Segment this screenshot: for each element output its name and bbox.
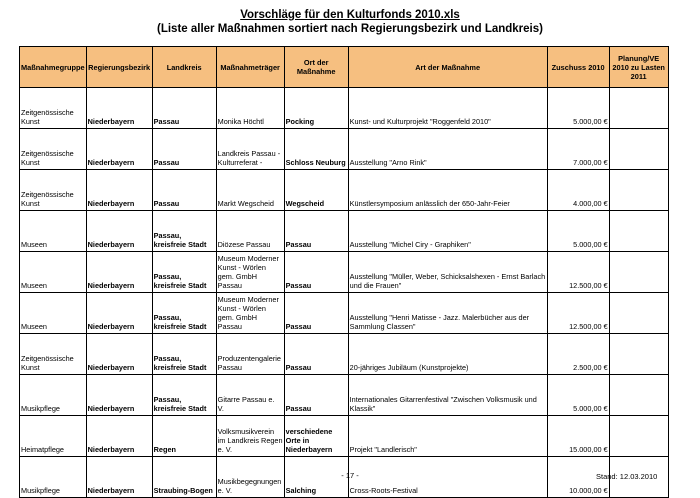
cell-planung bbox=[609, 170, 668, 211]
cell-traeger: Markt Wegscheid bbox=[216, 170, 284, 211]
cell-ort: Passau bbox=[284, 334, 348, 375]
cell-landkreis: Passau, kreisfreie Stadt bbox=[152, 375, 216, 416]
cell-bezirk: Niederbayern bbox=[86, 129, 152, 170]
col-header-landkreis: Landkreis bbox=[152, 47, 216, 88]
cell-art: Cross-Roots-Festival bbox=[348, 457, 547, 498]
cell-bezirk: Niederbayern bbox=[86, 375, 152, 416]
cell-art: Kunst- und Kulturprojekt "Roggenfeld 2010" bbox=[348, 88, 547, 129]
col-header-massnahmegruppe: Maßnahmegruppe bbox=[20, 47, 87, 88]
cell-art: Ausstellung "Arno Rink" bbox=[348, 129, 547, 170]
document-subtitle: (Liste aller Maßnahmen sortiert nach Regierungsbezirk und Landkreis) bbox=[157, 23, 543, 35]
cell-bezirk: Niederbayern bbox=[86, 334, 152, 375]
cell-gruppe: Zeitgenössische Kunst bbox=[20, 334, 87, 375]
cell-art: Internationales Gitarrenfestival "Zwischen Volksmusik und Klassik" bbox=[348, 375, 547, 416]
cell-traeger: Landkreis Passau - Kulturreferat - bbox=[216, 129, 284, 170]
cell-landkreis: Passau bbox=[152, 88, 216, 129]
cell-traeger: Musikbegegnungen e. V. bbox=[216, 457, 284, 498]
cell-ort: Passau bbox=[284, 375, 348, 416]
cell-landkreis: Passau, kreisfreie Stadt bbox=[152, 293, 216, 334]
cell-traeger: Monika Höchtl bbox=[216, 88, 284, 129]
cell-zuschuss: 15.000,00 € bbox=[547, 416, 609, 457]
cell-bezirk: Niederbayern bbox=[86, 88, 152, 129]
cell-ort: Wegscheid bbox=[284, 170, 348, 211]
cell-gruppe: Zeitgenössische Kunst bbox=[20, 170, 87, 211]
stand-date: Stand: 12.03.2010 bbox=[596, 472, 658, 481]
cell-ort: Passau bbox=[284, 293, 348, 334]
document-title: Vorschläge für den Kulturfonds 2010.xls bbox=[240, 9, 460, 21]
table-header-row bbox=[20, 47, 669, 88]
cell-bezirk: Niederbayern bbox=[86, 293, 152, 334]
table-row bbox=[20, 416, 669, 457]
cell-zuschuss: 10.000,00 € bbox=[547, 457, 609, 498]
cell-gruppe: Zeitgenössische Kunst bbox=[20, 129, 87, 170]
cell-planung bbox=[609, 211, 668, 252]
cell-ort: Salching bbox=[284, 457, 348, 498]
table-row bbox=[20, 293, 669, 334]
cell-landkreis: Passau, kreisfreie Stadt bbox=[152, 211, 216, 252]
cell-art: Ausstellung "Michel Ciry - Graphiken" bbox=[348, 211, 547, 252]
cell-ort: Passau bbox=[284, 211, 348, 252]
cell-gruppe: Museen bbox=[20, 252, 87, 293]
cell-landkreis: Passau bbox=[152, 170, 216, 211]
cell-gruppe: Museen bbox=[20, 293, 87, 334]
cell-bezirk: Niederbayern bbox=[86, 170, 152, 211]
cell-art: Künstlersymposium anlässlich der 650-Jahr-Feier bbox=[348, 170, 547, 211]
cell-gruppe: Zeitgenössische Kunst bbox=[20, 88, 87, 129]
cell-ort: verschiedene Orte in Niederbayern bbox=[284, 416, 348, 457]
cell-ort: Schloss Neuburg bbox=[284, 129, 348, 170]
cell-traeger: Produzentengalerie Passau bbox=[216, 334, 284, 375]
cell-landkreis: Passau bbox=[152, 129, 216, 170]
cell-landkreis: Regen bbox=[152, 416, 216, 457]
page-number: - 17 - bbox=[341, 471, 359, 480]
table-row bbox=[20, 129, 669, 170]
cell-zuschuss: 2.500,00 € bbox=[547, 334, 609, 375]
cell-bezirk: Niederbayern bbox=[86, 457, 152, 498]
cell-zuschuss: 5.000,00 € bbox=[547, 375, 609, 416]
cell-planung bbox=[609, 375, 668, 416]
col-header-planung: Planung/VE 2010 zu Lasten 2011 bbox=[609, 47, 668, 88]
table-row bbox=[20, 334, 669, 375]
cell-bezirk: Niederbayern bbox=[86, 252, 152, 293]
cell-bezirk: Niederbayern bbox=[86, 211, 152, 252]
cell-landkreis: Passau, kreisfreie Stadt bbox=[152, 252, 216, 293]
cell-gruppe: Museen bbox=[20, 211, 87, 252]
col-header-zuschuss: Zuschuss 2010 bbox=[547, 47, 609, 88]
cell-planung bbox=[609, 88, 668, 129]
table-row bbox=[20, 211, 669, 252]
cell-planung bbox=[609, 416, 668, 457]
cell-art: Ausstellung "Henri Matisse - Jazz. Malerbücher aus der Sammlung Classen" bbox=[348, 293, 547, 334]
cell-traeger: Volksmusikverein im Landkreis Regen e. V. bbox=[216, 416, 284, 457]
cell-gruppe: Musikpflege bbox=[20, 457, 87, 498]
table-row bbox=[20, 252, 669, 293]
cell-traeger: Diözese Passau bbox=[216, 211, 284, 252]
cell-gruppe: Heimatpflege bbox=[20, 416, 87, 457]
cell-zuschuss: 7.000,00 € bbox=[547, 129, 609, 170]
document-title-block bbox=[0, 8, 700, 36]
cell-gruppe: Musikpflege bbox=[20, 375, 87, 416]
cell-zuschuss: 12.500,00 € bbox=[547, 252, 609, 293]
cell-planung bbox=[609, 293, 668, 334]
cell-zuschuss: 5.000,00 € bbox=[547, 211, 609, 252]
table-row bbox=[20, 88, 669, 129]
cell-traeger: Museum Moderner Kunst - Wörlen gem. GmbH Passau bbox=[216, 252, 284, 293]
cell-art: Ausstellung "Müller, Weber, Schicksalshexen - Ernst Barlach und die Frauen" bbox=[348, 252, 547, 293]
measures-table bbox=[19, 46, 669, 498]
cell-planung bbox=[609, 129, 668, 170]
cell-planung bbox=[609, 334, 668, 375]
cell-zuschuss: 12.500,00 € bbox=[547, 293, 609, 334]
table-row bbox=[20, 170, 669, 211]
col-header-ort: Ort der Maßnahme bbox=[284, 47, 348, 88]
cell-landkreis: Straubing-Bogen bbox=[152, 457, 216, 498]
cell-art: 20-jähriges Jubiläum (Kunstprojekte) bbox=[348, 334, 547, 375]
cell-art: Projekt "Landlerisch" bbox=[348, 416, 547, 457]
cell-zuschuss: 4.000,00 € bbox=[547, 170, 609, 211]
cell-bezirk: Niederbayern bbox=[86, 416, 152, 457]
table-row bbox=[20, 375, 669, 416]
cell-ort: Pocking bbox=[284, 88, 348, 129]
col-header-regierungsbezirk: Regierungsbezirk bbox=[86, 47, 152, 88]
cell-landkreis: Passau, kreisfreie Stadt bbox=[152, 334, 216, 375]
cell-ort: Passau bbox=[284, 252, 348, 293]
col-header-art: Art der Maßnahme bbox=[348, 47, 547, 88]
cell-zuschuss: 5.000,00 € bbox=[547, 88, 609, 129]
cell-traeger: Museum Moderner Kunst - Wörlen gem. GmbH Passau bbox=[216, 293, 284, 334]
col-header-massnahmetraeger: Maßnahmeträger bbox=[216, 47, 284, 88]
cell-planung bbox=[609, 252, 668, 293]
cell-traeger: Gitarre Passau e. V. bbox=[216, 375, 284, 416]
